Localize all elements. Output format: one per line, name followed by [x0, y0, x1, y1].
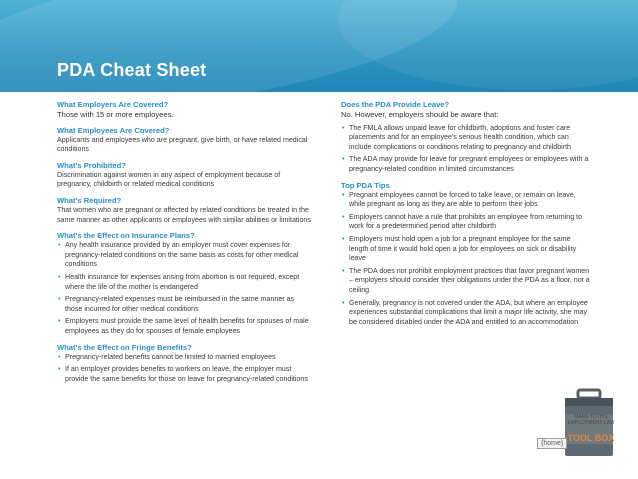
bullet-item: • Generally, pregnancy is not covered under the ADA, but where an employee experiences substantial complications that limit a major life activity, she may be considered disabled under the ADA and entitled to an accommodation	[342, 298, 588, 326]
right-column	[341, 100, 591, 333]
bullet-item: • Pregnancy-related expenses must be reimbursed in the same manner as those incurred for other medical conditions	[58, 295, 295, 313]
section-employees-covered	[57, 126, 312, 155]
section-text: Applicants and employees who are pregnant, give birth, or have related medical conditions	[57, 135, 308, 154]
section-required	[57, 196, 312, 225]
bullet-item: • Employers must provide the same level of health benefits for spouses of male employees as they do for spouses of female employees	[58, 317, 309, 335]
bullet-item: • The PDA does not prohibit employment practices that favor pregnant women – employers should consider their obligations under the PDA as a floor, not a ceiling	[342, 266, 590, 294]
bullet-icon: •	[342, 190, 345, 199]
section-text: Discrimination against women in any aspect of employment because of pregnancy, childbirth or related medical conditions	[57, 170, 281, 189]
bullet-icon: •	[58, 365, 61, 374]
bullet-icon: •	[58, 272, 61, 281]
section-heading: What's the Effect on Insurance Plans?	[57, 231, 195, 241]
bullet-item: • Health insurance for expenses arising from abortion is not required, except where the life of the mother is endangered	[58, 272, 300, 291]
section-tips	[341, 181, 591, 328]
logo-text: MARK TOTH'S EMPLOYMENT LAW	[567, 414, 615, 426]
bullet-item: • If an employer provides benefits to workers on leave, the employer must provide the same benefits for those on leave for pregnancy-related conditions	[58, 365, 308, 383]
section-heading: What's Prohibited?	[57, 160, 126, 170]
section-heading: Does the PDA Provide Leave?	[341, 100, 450, 109]
section-text: No. However, employers should be aware that:	[341, 110, 499, 119]
bullet-icon: •	[342, 155, 345, 164]
section-text: That women who are pregnant or affected by related conditions be treated in the same manner as other applicants or employees with similar abilities or limitations	[57, 205, 311, 224]
bullet-icon: •	[58, 241, 61, 250]
bullet-icon: •	[58, 317, 61, 326]
section-text: Those with 15 or more employees.	[57, 110, 174, 119]
bullet-item: • Pregnancy-related benefits cannot be limited to married employees	[58, 352, 276, 361]
bullet-icon: •	[342, 212, 345, 221]
section-prohibited	[57, 161, 312, 190]
section-leave	[341, 100, 591, 175]
bullet-icon: •	[58, 295, 61, 304]
bullet-item: • Any health insurance provided by an employer must cover expenses for pregnancy-related conditions on the same basis as costs for other medical conditions	[58, 241, 299, 269]
bullet-item: • Pregnant employees cannot be forced to take leave, or remain on leave, while pregnant as long as they are able to perform their jobs	[342, 190, 576, 209]
section-heading: What's the Effect on Fringe Benefits?	[57, 342, 192, 352]
section-heading: What Employers Are Covered?	[57, 100, 169, 109]
section-heading: Top PDA Tips	[341, 180, 390, 190]
section-heading: What's Required?	[57, 195, 122, 205]
home-button[interactable]: {home}	[537, 438, 567, 449]
bullet-icon: •	[342, 234, 345, 243]
section-heading: What Employees Are Covered?	[57, 125, 170, 135]
left-column	[57, 100, 312, 390]
bullet-item: • The ADA may provide for leave for pregnant employees or employees with a pregnancy-related condition in limited circumstances	[342, 155, 589, 173]
bullet-item: • The FMLA allows unpaid leave for childbirth, adoptions and foster care placements and for an employee's serious health condition, which can include complications or conditions relating to pregnancy and childbirth	[342, 123, 572, 151]
section-employers-covered	[57, 100, 312, 120]
logo-title: TOOL BOX	[567, 433, 615, 443]
section-insurance	[57, 231, 312, 336]
section-fringe-benefits	[57, 343, 312, 385]
bullet-item: • Employers cannot have a rule that prohibits an employee from returning to work for a predetermined period after childbirth	[342, 212, 583, 231]
bullet-icon: •	[342, 266, 345, 275]
bullet-icon: •	[342, 123, 345, 132]
header-wave	[338, 0, 638, 90]
bullet-item: • Employers must hold open a job for a pregnant employee for the same length of time it would hold open a job for employees on sick or disability leave	[342, 234, 577, 263]
page-title: PDA Cheat Sheet	[57, 60, 207, 80]
bullet-icon: •	[342, 298, 345, 307]
bullet-icon: •	[58, 352, 61, 361]
